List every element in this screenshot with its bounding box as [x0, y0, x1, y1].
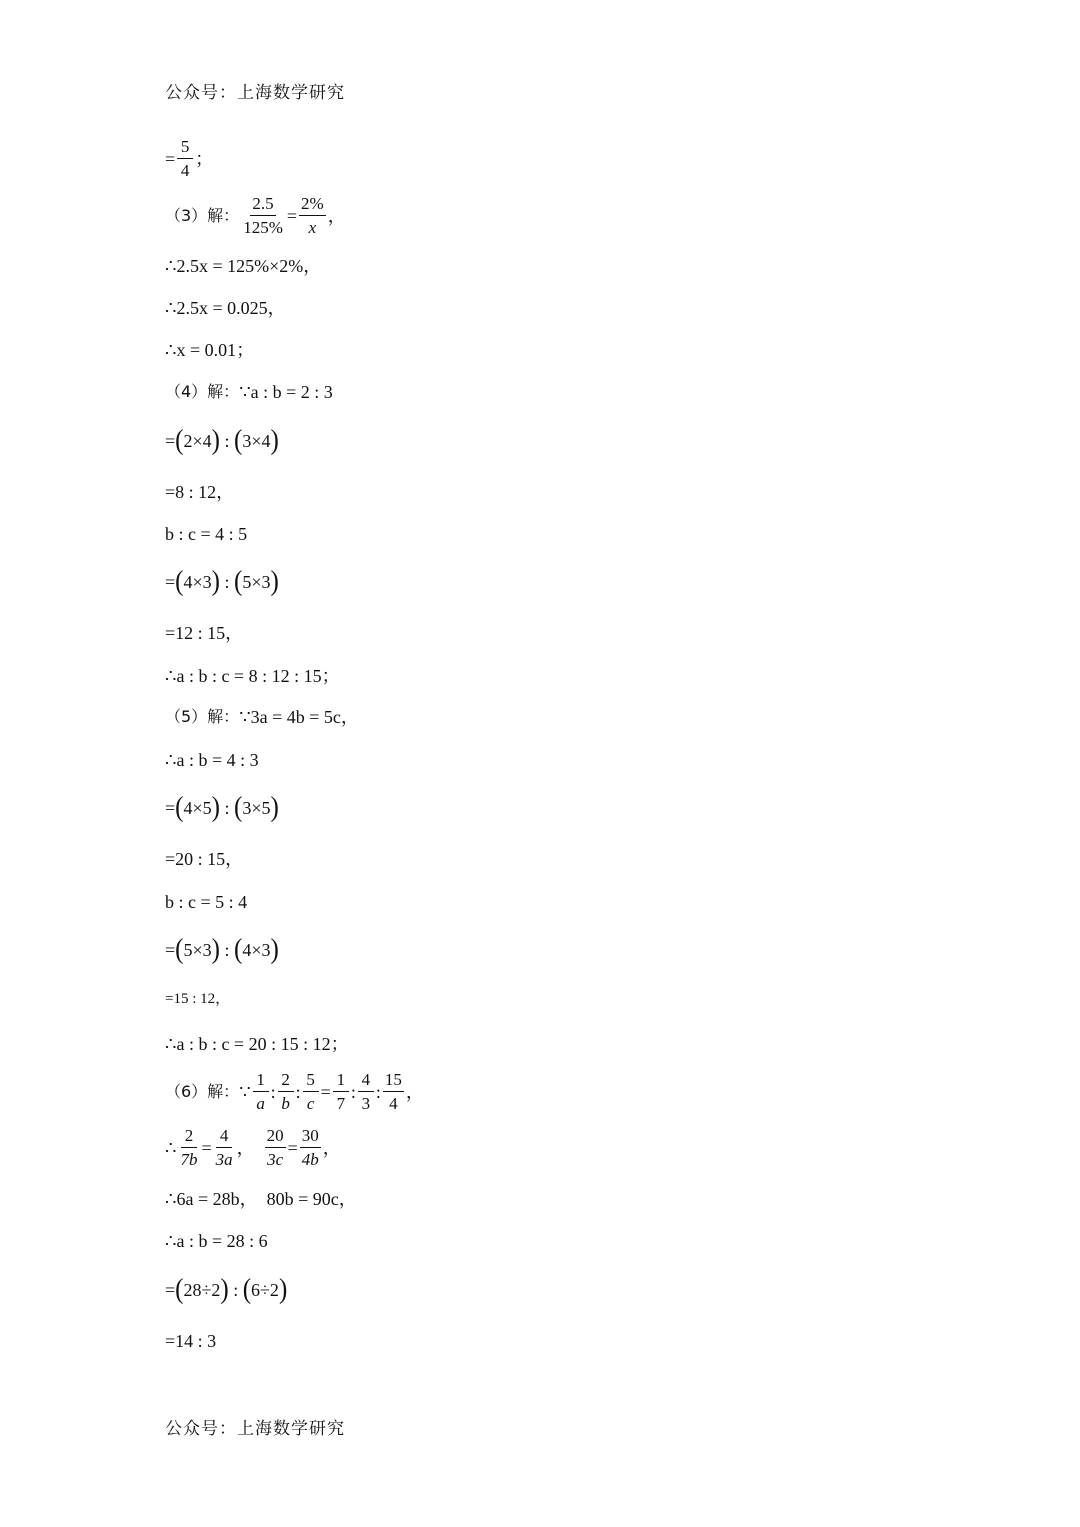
line-23: ∴6a = 28b， 80b = 90c， [165, 1189, 357, 1209]
line-9: b : c = 4 : 5 [165, 524, 248, 544]
line-16: =20 : 15， [165, 849, 244, 869]
line-18: = ( 5×3 ) : ( 4×3 ) [165, 933, 279, 966]
fraction: $\frac{4}{3}$ [358, 1071, 374, 1112]
line-14: ∴a : b = 4 : 3 [165, 750, 259, 770]
line-10: = ( 4×3 ) : ( 5×3 ) [165, 565, 279, 598]
page-header: 公众号：上海数学研究 [165, 83, 345, 103]
line-4: ∴2.5x = 0.025， [165, 298, 286, 318]
fraction: $\frac{4}{3a}$ [215, 1126, 233, 1169]
line-13: （5）解： ∵3a = 4b = 5c， [165, 707, 359, 727]
page-footer: 公众号：上海数学研究 [165, 1419, 345, 1439]
line-26: =14 : 3 [165, 1331, 217, 1351]
fraction: $\frac{30}{4b}$ [301, 1126, 319, 1169]
fraction: $\frac{2\%}{x}$ [301, 194, 324, 237]
fraction: $\frac{2.5}{125\%}$ [243, 194, 283, 237]
line-22: ∴ $\frac{2}{7b}$ = $\frac{4}{3a}$ ， $\frac{20}{3c}$ = $\frac{30}{4b}$ ， [165, 1126, 341, 1169]
line-2: （3）解： $\frac{2.5}{125\%}$ = $\frac{2\%}{x}$ ， [165, 194, 346, 237]
line-25: = ( 28÷2 ) : ( 6÷2 ) [165, 1273, 288, 1306]
line-6: （4）解： ∵a : b = 2 : 3 [165, 382, 333, 402]
line-15: = ( 4×5 ) : ( 3×5 ) [165, 791, 279, 824]
fraction: $\frac{5}{c}$ [303, 1071, 319, 1112]
fraction: $\frac{15}{4}$ [384, 1070, 402, 1113]
fraction: $\frac{2}{b}$ [278, 1071, 294, 1112]
fraction: $\frac{1}{a}$ [253, 1071, 269, 1112]
fraction: $\frac{20}{3c}$ [266, 1126, 284, 1169]
line-21: （6）解： ∵ $\frac{1}{a}$ : $\frac{2}{b}$ : $\frac{5}{c}$ = $\frac{1}{7}$ : $\frac{4}{3}$ : $\frac{15}{4}$ ， [165, 1070, 424, 1113]
line-3: ∴2.5x = 125%×2%， [165, 256, 322, 276]
line-12: ∴a : b : c = 8 : 12 : 15； [165, 666, 340, 686]
line-8: =8 : 12， [165, 482, 235, 502]
line-19: =15 : 12， [165, 991, 231, 1007]
fraction: $\frac{2}{7b}$ [180, 1126, 198, 1169]
line-20: ∴a : b : c = 20 : 15 : 12； [165, 1034, 349, 1054]
line-11: =12 : 15， [165, 623, 244, 643]
line-1: = $\frac{5}{4}$ ； [165, 137, 214, 180]
line-7: = ( 2×4 ) : ( 3×4 ) [165, 424, 279, 457]
line-17: b : c = 5 : 4 [165, 892, 248, 912]
fraction: $\frac{1}{7}$ [333, 1071, 349, 1112]
line-24: ∴a : b = 28 : 6 [165, 1231, 268, 1251]
fraction: $\frac{5}{4}$ [177, 138, 193, 179]
line-5: ∴x = 0.01； [165, 340, 255, 360]
